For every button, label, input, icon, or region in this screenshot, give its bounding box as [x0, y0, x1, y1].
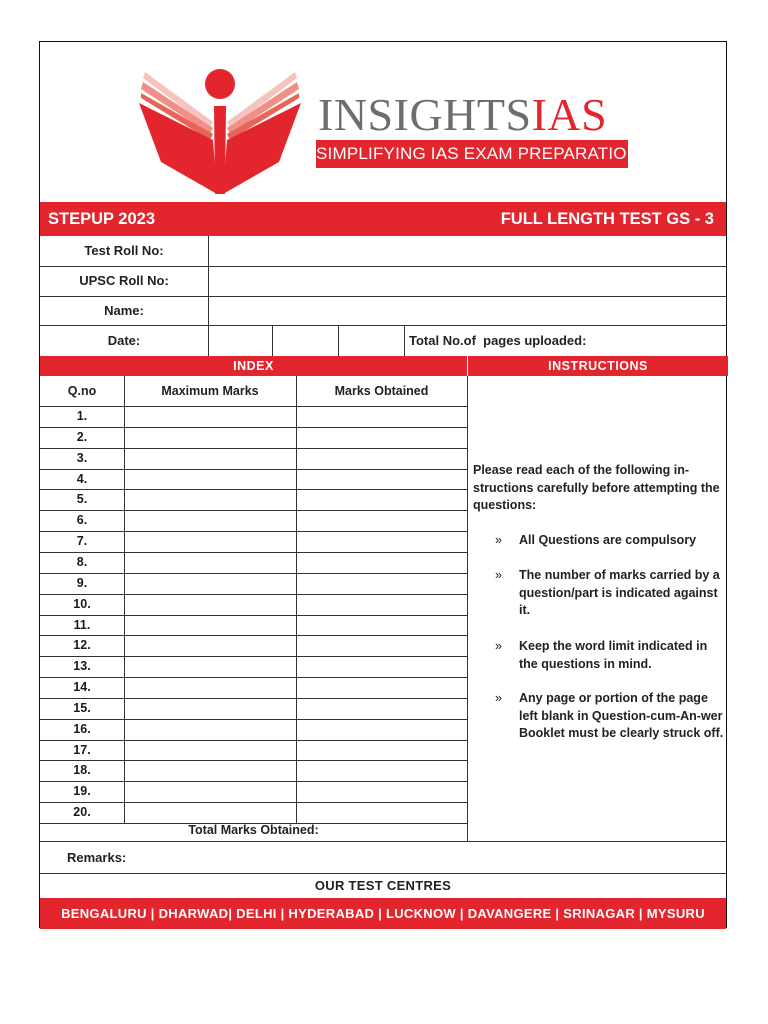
max-marks-cell[interactable] [125, 470, 296, 490]
max-marks-cell[interactable] [125, 699, 296, 719]
marks-obtained-cell[interactable] [297, 532, 467, 552]
max-marks-cell[interactable] [125, 803, 296, 823]
question-number: 9. [76, 575, 88, 590]
marks-obtained-cell[interactable] [297, 761, 467, 781]
question-number: 12. [73, 638, 91, 653]
marks-obtained-cell[interactable] [297, 741, 467, 761]
question-number: 8. [76, 554, 88, 569]
col-header-max-marks: Maximum Marks [161, 384, 259, 398]
max-marks-cell[interactable] [125, 616, 296, 636]
question-number: 11. [73, 617, 91, 632]
marks-obtained-cell[interactable] [297, 636, 467, 656]
test-name: FULL LENGTH TEST GS - 3 [500, 210, 714, 228]
max-marks-cell[interactable] [125, 553, 296, 573]
tagline: SIMPLIFYING IAS EXAM PREPARATION [316, 140, 628, 168]
remarks-label: Remarks: [67, 850, 127, 865]
question-number: 17. [73, 742, 91, 757]
marks-obtained-cell[interactable] [297, 803, 467, 823]
marks-obtained-cell[interactable] [297, 511, 467, 531]
max-marks-cell[interactable] [125, 532, 296, 552]
instructions-heading: INSTRUCTIONS [468, 356, 728, 376]
max-marks-cell[interactable] [125, 574, 296, 594]
question-number: 1. [76, 409, 88, 423]
date-day-field[interactable] [209, 326, 272, 356]
total-marks-label: Total Marks Obtained: [188, 823, 319, 837]
pages-uploaded-label: Total No.of pages uploaded: [409, 333, 587, 348]
max-marks-cell[interactable] [125, 636, 296, 656]
upsc-roll-label: UPSC Roll No: [79, 273, 169, 288]
marks-obtained-cell[interactable] [297, 428, 467, 448]
question-number: 6. [76, 513, 88, 528]
marks-obtained-cell[interactable] [297, 657, 467, 677]
answer-sheet: INSIGHTSIAS SIMPLIFYING IAS EXAM PREPARATION STEPUP 2023 FULL LENGTH TEST GS - 3 Test Roll No: UPSC Roll No: Name: Date: Total No.of pages uploaded: INDEX INSTRUCTIONS Q.no Maximum Marks Marks Obtained Total Marks Obtained: Please read each of the following in-structions carefully before attempting the questions: » All Questions are compulsory » The number of marks carried by a question/part is indicated against it. » Keep the word limit indicated in the questions in mind. » Any page or portion of the page left blank in Question-cum-An-wer Booklet must be clearly struck off. Remarks: OUR TEST CENTRES BENGALURU | DHARWAD| DELHI | HYDERABAD | LUCKNOW | DAVANGERE | SRINAGAR | MYSURU 1. 2. 3. 4. 5. 6. 7. 8. 9. 10. 11. 12. 13. 14. 15. 16. 17. 18. 19. 20. [39, 41, 727, 928]
max-marks-cell[interactable] [125, 761, 296, 781]
question-number: 5. [76, 492, 88, 507]
remarks-field[interactable] [150, 842, 726, 872]
brand-part-insights: INSIGHTS [318, 89, 532, 140]
max-marks-cell[interactable] [125, 428, 296, 448]
marks-obtained-cell[interactable] [297, 553, 467, 573]
marks-obtained-cell[interactable] [297, 490, 467, 510]
marks-obtained-cell[interactable] [297, 407, 467, 427]
question-number: 16. [73, 721, 91, 736]
question-number: 10. [73, 596, 91, 611]
question-number: 15. [73, 700, 91, 715]
max-marks-cell[interactable] [125, 720, 296, 740]
test-roll-field[interactable] [209, 237, 726, 266]
marks-obtained-cell[interactable] [297, 616, 467, 636]
max-marks-cell[interactable] [125, 595, 296, 615]
max-marks-cell[interactable] [125, 449, 296, 469]
question-number: 3. [76, 450, 88, 465]
brand-wordmark [318, 88, 607, 141]
max-marks-cell[interactable] [125, 490, 296, 510]
max-marks-cell[interactable] [125, 657, 296, 677]
date-year-field[interactable] [339, 326, 404, 356]
index-heading: INDEX [40, 356, 467, 376]
marks-obtained-cell[interactable] [297, 782, 467, 802]
marks-obtained-cell[interactable] [297, 470, 467, 490]
max-marks-cell[interactable] [125, 741, 296, 761]
col-header-qno: Q.no [67, 384, 97, 398]
test-roll-label: Test Roll No: [84, 243, 164, 258]
test-title-band [40, 202, 726, 236]
question-number: 20. [73, 805, 91, 820]
question-number: 19. [73, 784, 91, 799]
max-marks-cell[interactable] [125, 407, 296, 427]
date-month-field[interactable] [273, 326, 338, 356]
test-centres-list: BENGALURU | DHARWAD| DELHI | HYDERABAD | LUCKNOW | DAVANGERE | SRINAGAR | MYSURU [40, 898, 726, 929]
name-field[interactable] [209, 297, 726, 325]
question-number: 14. [73, 680, 91, 695]
question-number: 18. [73, 763, 91, 778]
max-marks-cell[interactable] [125, 678, 296, 698]
marks-obtained-cell[interactable] [297, 699, 467, 719]
bullet-icon: » [495, 568, 502, 582]
test-centres-heading: OUR TEST CENTRES [314, 878, 452, 893]
max-marks-cell[interactable] [125, 511, 296, 531]
instructions-intro: Please read each of the following in-structions carefully before attempting the questions: [473, 463, 720, 512]
bullet-icon: » [495, 691, 502, 705]
col-header-marks-obtained: Marks Obtained [334, 384, 429, 398]
bullet-icon: » [495, 639, 502, 653]
question-number: 2. [76, 429, 88, 444]
question-number: 7. [76, 534, 88, 549]
marks-obtained-cell[interactable] [297, 574, 467, 594]
question-number: 13. [73, 659, 91, 674]
max-marks-cell[interactable] [125, 782, 296, 802]
marks-obtained-cell[interactable] [297, 449, 467, 469]
book-reader-logo-icon [135, 66, 305, 196]
brand-part-ias: IAS [531, 89, 608, 140]
series-name: STEPUP 2023 [48, 210, 156, 228]
name-label: Name: [104, 303, 144, 318]
date-label: Date: [107, 333, 141, 348]
marks-obtained-cell[interactable] [297, 720, 467, 740]
upsc-roll-field[interactable] [209, 267, 726, 296]
question-number: 4. [76, 471, 88, 486]
bullet-icon: » [495, 533, 502, 547]
marks-obtained-cell[interactable] [297, 678, 467, 698]
marks-obtained-cell[interactable] [297, 595, 467, 615]
